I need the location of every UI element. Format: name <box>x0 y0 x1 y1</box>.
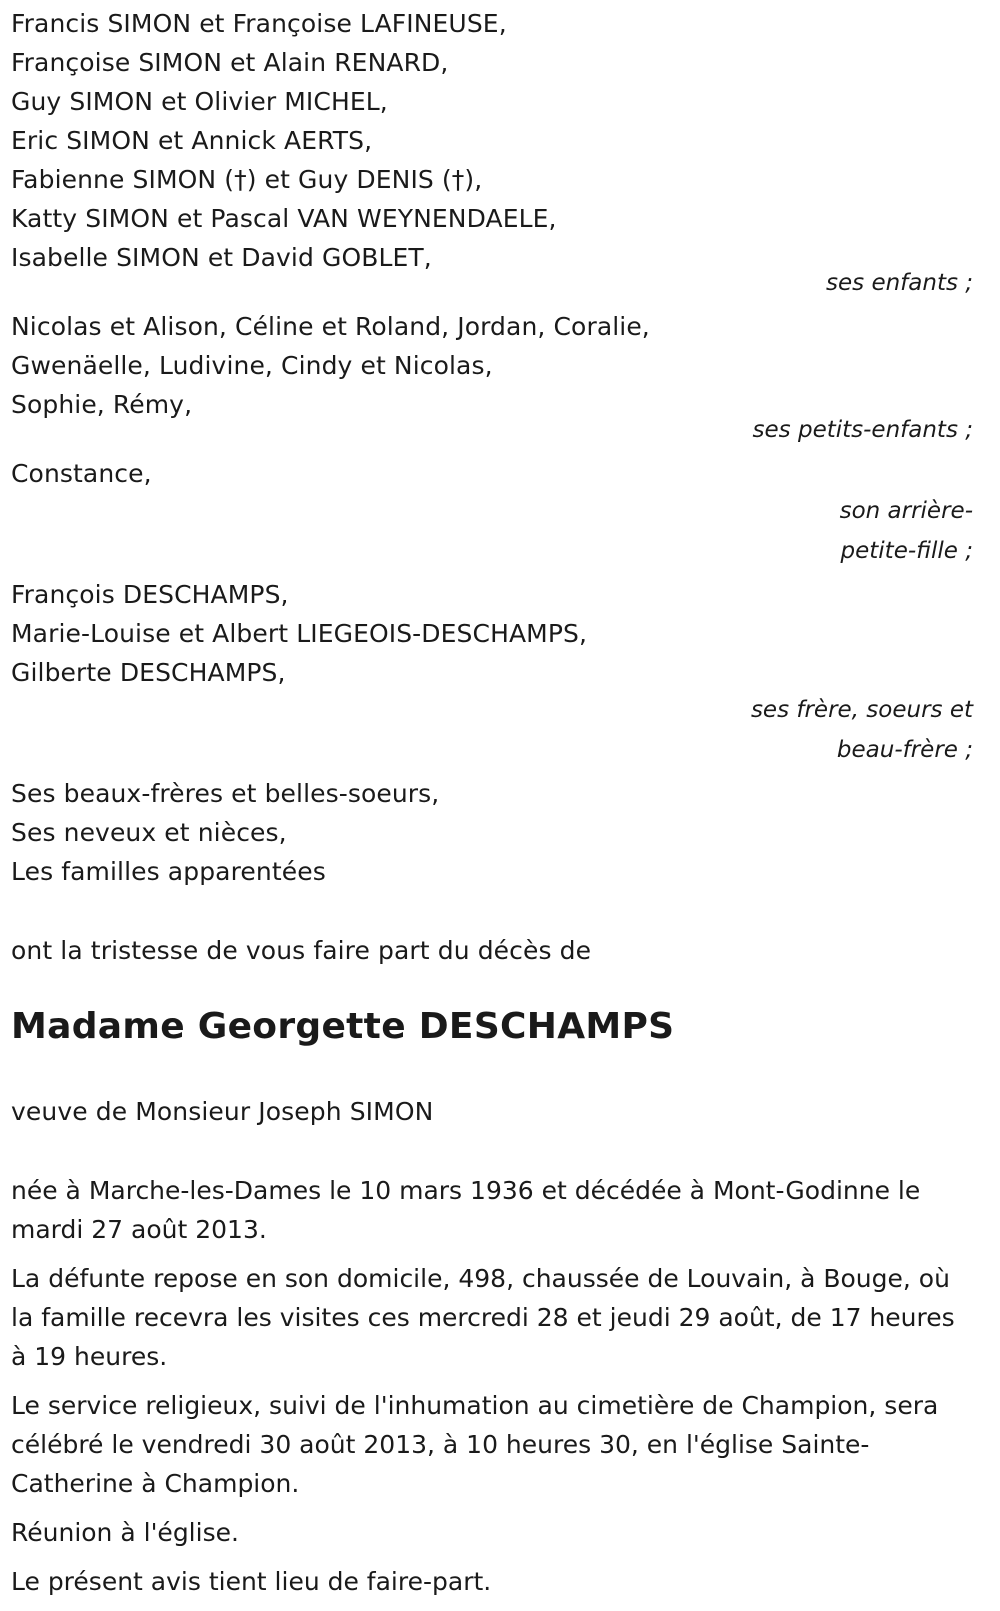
announcement-text: ont la tristesse de vous faire part du décès de <box>11 936 592 965</box>
sibling-line: François DESCHAMPS, <box>11 580 289 609</box>
notice-paragraph: Le présent avis tient lieu de faire-part. <box>11 1567 492 1596</box>
siblings-role-line: ses frère, soeurs et <box>750 697 973 723</box>
gathering-paragraph: Réunion à l'église. <box>11 1518 239 1547</box>
service-paragraph: Le service religieux, suivi de l'inhumation au cimetière de Champion, sera célébré le vendredi 30 août 2013, à 10 heures 30, en l'église Sainte-Catherine à Champion. <box>11 1391 939 1498</box>
child-line: Guy SIMON et Olivier MICHEL, <box>11 87 388 116</box>
child-line: Eric SIMON et Annick AERTS, <box>11 126 373 155</box>
other-relatives-line: Ses beaux-frères et belles-soeurs, <box>11 779 440 808</box>
sibling-line: Gilberte DESCHAMPS, <box>11 658 286 687</box>
child-line: Francis SIMON et Françoise LAFINEUSE, <box>11 9 507 38</box>
child-line: Isabelle SIMON et David GOBLET, <box>11 243 432 272</box>
grandchildren-role: ses petits-enfants ; <box>752 417 973 443</box>
great-grandchild-group <box>11 454 973 571</box>
great-grandchild-role-line: petite-fille ; <box>840 538 973 564</box>
other-relatives-line: Les familles apparentées <box>11 857 326 886</box>
grandchild-line: Nicolas et Alison, Céline et Roland, Jordan, Coralie, <box>11 312 650 341</box>
grandchild-line: Gwenäelle, Ludivine, Cindy et Nicolas, <box>11 351 493 380</box>
children-group <box>11 4 973 303</box>
siblings-role-line: beau-frère ; <box>836 737 973 763</box>
grandchildren-group <box>11 307 973 450</box>
visitation-paragraph: La défunte repose en son domicile, 498, chaussée de Louvain, à Bouge, où la famille recevra les visites ces mercredi 28 et jeudi 29 août, de 17 heures à 19 heures. <box>11 1264 955 1371</box>
grandchild-line: Sophie, Rémy, <box>11 390 193 419</box>
child-line: Katty SIMON et Pascal VAN WEYNENDAELE, <box>11 204 557 233</box>
obituary-notice <box>11 4 973 1611</box>
deceased-name: Madame Georgette DESCHAMPS <box>11 1006 675 1047</box>
great-grandchild-line: Constance, <box>11 459 152 488</box>
great-grandchild-role-line: son arrière- <box>839 498 973 524</box>
birth-death-paragraph: née à Marche-les-Dames le 10 mars 1936 et décédée à Mont-Godinne le mardi 27 août 2013. <box>11 1176 921 1244</box>
children-role: ses enfants ; <box>826 270 973 296</box>
child-line: Fabienne SIMON (†) et Guy DENIS (†), <box>11 165 483 194</box>
other-relatives-group <box>11 774 973 891</box>
other-relatives-line: Ses neveux et nièces, <box>11 818 287 847</box>
child-line: Françoise SIMON et Alain RENARD, <box>11 48 449 77</box>
sibling-line: Marie-Louise et Albert LIEGEOIS-DESCHAMPS, <box>11 619 588 648</box>
widow-of-text: veuve de Monsieur Joseph SIMON <box>11 1097 434 1126</box>
siblings-group <box>11 575 973 770</box>
